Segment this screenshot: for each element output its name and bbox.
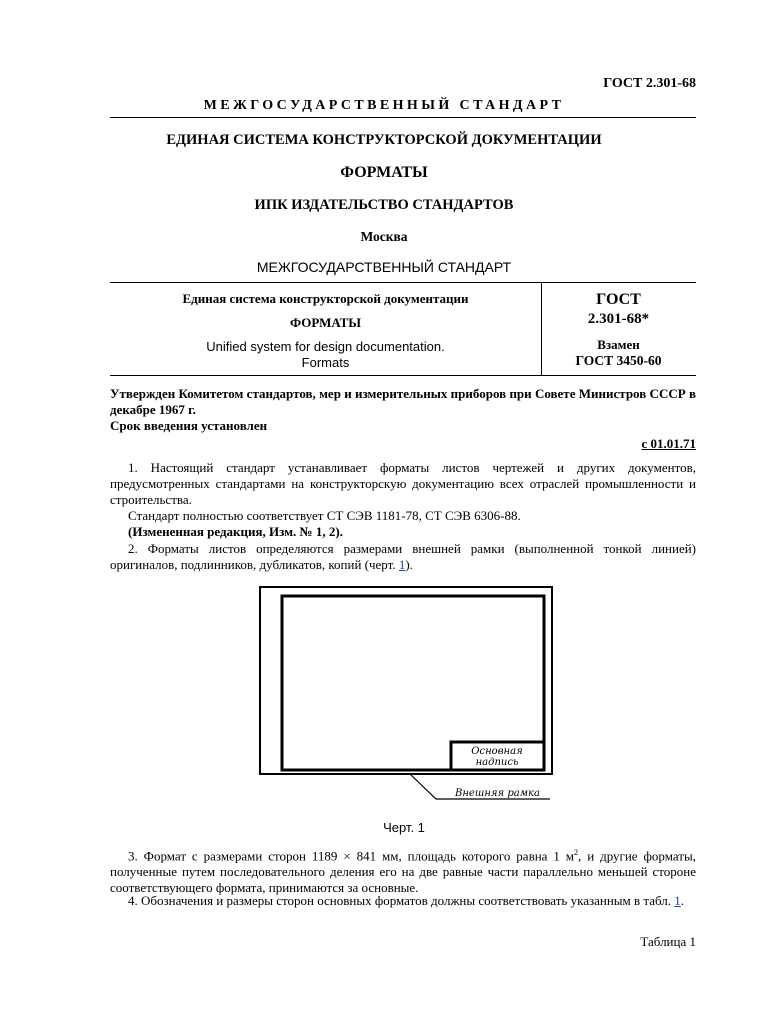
inner-frame xyxy=(282,596,544,770)
paragraph-1-compliance: Стандарт полностью соответствует СТ СЭВ 1181-78, СТ СЭВ 6306-88. xyxy=(128,508,521,523)
paragraph-3: 3. Формат с размерами сторон 1189 × 841 мм, площадь которого равна 1 $м^2$, и другие форматы, полученные путем последовательного деления его на две равные части параллельно меньшей стороне соответствующего формата, принимаются за основные. xyxy=(110,848,696,896)
introduction-label: Срок введения установлен xyxy=(110,418,268,433)
paragraph-2: 2. Форматы листов определяются размерами внешней рамки (выполненной тонкой линией) оригиналов, подлинников, дубликатов, копий (черт. 1). xyxy=(110,541,696,572)
header-divider xyxy=(110,117,696,118)
title-block-label-line1: Основная xyxy=(471,746,523,757)
table-1-link[interactable]: 1 xyxy=(674,893,681,908)
title-block-bottom-rule xyxy=(110,375,696,376)
introduction-date: с 01.01.71 xyxy=(641,436,696,451)
replaces-label: Взамен xyxy=(597,337,640,352)
interstate-standard-heading: МЕЖГОСУДАРСТВЕННЫЙ СТАНДАРТ xyxy=(203,98,565,113)
gost-code: 2.301-68* xyxy=(587,311,650,327)
drawing-1-figure xyxy=(250,582,560,812)
drawing-1-link[interactable]: 1 xyxy=(398,557,406,572)
system-title-ru: Единая система конструкторской документации xyxy=(182,291,469,306)
paragraph-1: 1. Настоящий стандарт устанавливает форматы листов чертежей и других документов, предусмотренных стандартами на конструкторскую документацию всех отраслей промышленности и строительства. xyxy=(110,460,696,507)
replaces-code: ГОСТ 3450-60 xyxy=(575,353,662,368)
table-1-label: Таблица 1 xyxy=(640,934,696,949)
formats-title-ru: ФОРМАТЫ xyxy=(289,315,362,330)
approval-statement: Утвержден Комитетом стандартов, мер и измерительных приборов при Совете Министров СССР в декабре 1967 г. xyxy=(110,386,696,417)
document-title: ФОРМАТЫ xyxy=(340,164,428,181)
system-title-en: Unified system for design documentation. xyxy=(206,339,445,354)
outer-frame-label: Внешняя рамка xyxy=(455,788,540,799)
title-block-top-rule xyxy=(110,282,696,283)
publisher-city: Москва xyxy=(360,229,408,244)
title-block-label-line2: надпись xyxy=(475,757,519,768)
drawing-1-caption: Черт. 1 xyxy=(383,820,425,835)
formats-title-en: Formats xyxy=(301,355,350,370)
system-title: ЕДИНАЯ СИСТЕМА КОНСТРУКТОРСКОЙ ДОКУМЕНТАЦИИ xyxy=(166,132,602,148)
publisher: ИПК ИЗДАТЕЛЬСТВО СТАНДАРТОВ xyxy=(254,197,514,213)
gost-number: ГОСТ 2.301-68 xyxy=(603,76,696,91)
paragraph-1-revision: (Измененная редакция, Изм. № 1, 2). xyxy=(128,524,343,539)
interstate-standard-subheading: МЕЖГОСУДАРСТВЕННЫЙ СТАНДАРТ xyxy=(256,259,512,275)
paragraph-4: 4. Обозначения и размеры сторон основных форматов должны соответствовать указанным в табл. 1. xyxy=(128,893,685,908)
paragraph-2-text: 2. Форматы листов определяются размерами внешней рамки (выполненной тонкой линией) оригиналов, подлинников, дубликатов, копий (черт. xyxy=(110,541,696,572)
gost-label: ГОСТ xyxy=(596,291,641,308)
